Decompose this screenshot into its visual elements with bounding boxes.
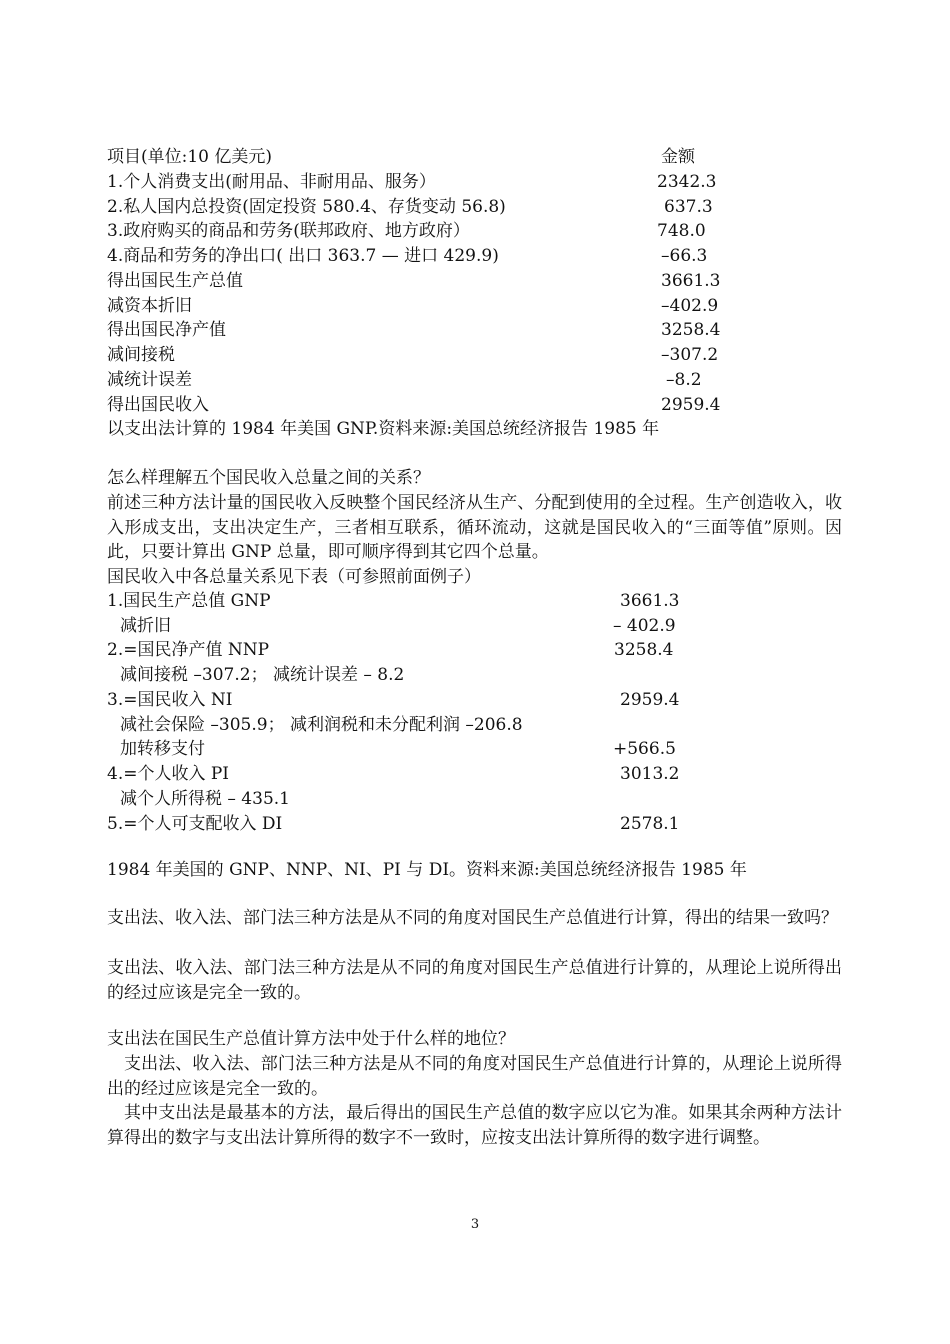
table1-header-item: 项目(单位:10 亿美元)	[107, 147, 273, 167]
section2-answer: 支出法、收入法、部门法三种方法是从不同的角度对国民生产总值进行计算的，从理论上说所得出的经过应该是完全一致的。	[107, 958, 842, 1003]
table2-row-label: 3.=国民收入 NI	[107, 690, 233, 710]
table2-row-label: 2.=国民净产值 NNP	[107, 640, 270, 660]
table1-row-label: 得出国民收入	[107, 395, 209, 415]
table1-row-label: 3.政府购买的商品和劳务(联邦政府、地方政府）	[107, 221, 470, 241]
table2-row-label: 加转移支付	[120, 739, 205, 759]
table1-row-value: 637.3	[664, 197, 713, 217]
table1-row-value: 3661.3	[661, 271, 721, 291]
table2-row-label: 5.=个人可支配收入 DI	[107, 814, 283, 834]
table2-row-value: +566.5	[613, 739, 676, 759]
table2-row-label: 1.国民生产总值 GNP	[107, 591, 271, 611]
table1-row-label: 得出国民生产总值	[107, 271, 243, 291]
table1-row-value: 3258.4	[661, 320, 721, 340]
table1-row-label: 2.私人国内总投资(固定投资 580.4、存货变动 56.8)	[107, 197, 506, 217]
page-number: 3	[470, 1217, 480, 1232]
table1-row-label: 减资本折旧	[107, 296, 192, 316]
table1-caption: 以支出法计算的 1984 年美国 GNP.资料来源:美国总统经济报告 1985 年	[107, 419, 660, 439]
table1-row-label: 4.商品和劳务的净出口( 出口 363.7 — 进口 429.9)	[107, 246, 499, 266]
table1-row-label: 1.个人消费支出(耐用品、非耐用品、服务）	[107, 172, 436, 192]
table1-row-value: 2342.3	[657, 172, 717, 192]
table1-row-value: 748.0	[657, 221, 706, 241]
section2-question: 支出法、收入法、部门法三种方法是从不同的角度对国民生产总值进行计算，得出的结果一致吗？	[107, 908, 838, 928]
table2-row-value: 3661.3	[620, 591, 680, 611]
section1-answer: 前述三种方法计量的国民收入反映整个国民经济从生产、分配到使用的全过程。生产创造收入，收入形成支出，支出决定生产，三者相互联系，循环流动，这就是国民收入的“三面等值”原则。因此，只要计算出 GNP 总量，即可顺序得到其它四个总量。	[107, 493, 842, 563]
table1-row-label: 减间接税	[107, 345, 175, 365]
table1-header-value: 金额	[661, 147, 695, 167]
table1-row-label: 减统计误差	[107, 370, 192, 390]
table1-row-value: –66.3	[661, 246, 708, 266]
table2-row-label: 4.=个人收入 PI	[107, 764, 230, 784]
section1-question: 怎么样理解五个国民收入总量之间的关系？	[107, 468, 430, 488]
table1-row-value: –8.2	[666, 370, 702, 390]
table1-row-value: 2959.4	[661, 395, 721, 415]
section3-paragraph-1: 支出法、收入法、部门法三种方法是从不同的角度对国民生产总值进行计算的，从理论上说所得出的经过应该是完全一致的。	[107, 1054, 842, 1099]
table2-caption: 1984 年美国的 GNP、NNP、NI、PI 与 DI。资料来源:美国总统经济报告 1985 年	[107, 860, 747, 880]
section3-question: 支出法在国民生产总值计算方法中处于什么样的地位？	[107, 1029, 515, 1049]
table1-row-label: 得出国民净产值	[107, 320, 226, 340]
table1-row-value: –402.9	[661, 296, 719, 316]
table2-row-value: 2959.4	[620, 690, 680, 710]
section3-paragraph-2: 其中支出法是最基本的方法，最后得出的国民生产总值的数字应以它为准。如果其余两种方法计算得出的数字与支出法计算所得的数字不一致时，应按支出法计算所得的数字进行调整。	[107, 1103, 842, 1148]
table2-row-value: – 402.9	[613, 616, 676, 636]
table2-row-label: 减间接税 –307.2； 减统计误差 – 8.2	[120, 665, 405, 685]
table2-row-label: 减折旧	[120, 616, 171, 636]
table2-row-label: 减社会保险 –305.9； 减利润税和未分配利润 –206.8	[120, 715, 523, 735]
table2-intro: 国民收入中各总量关系见下表（可参照前面例子）	[107, 567, 481, 587]
table2-row-label: 减个人所得税 – 435.1	[120, 789, 290, 809]
table2-row-value: 2578.1	[620, 814, 680, 834]
table2-row-value: 3258.4	[614, 640, 674, 660]
table1-row-value: –307.2	[661, 345, 719, 365]
table2-row-value: 3013.2	[620, 764, 680, 784]
